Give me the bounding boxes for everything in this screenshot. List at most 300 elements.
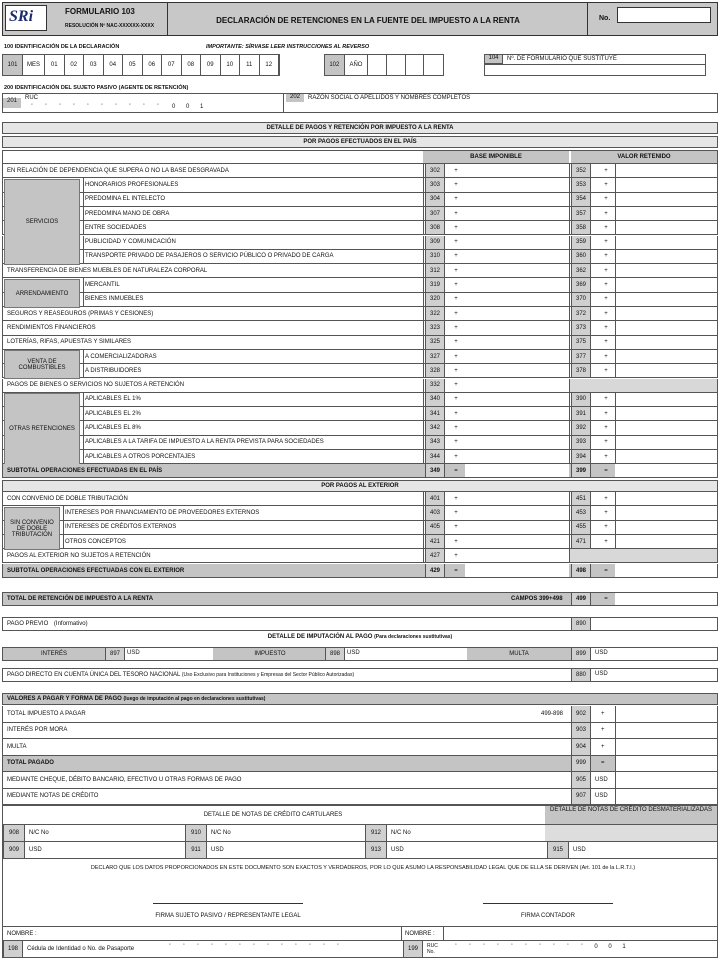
month-11[interactable]: 11 [240,55,260,75]
notas-header-row [2,805,718,825]
base-imponible-field[interactable] [465,450,569,463]
valor-retenido-field[interactable] [615,521,717,534]
valores-label: MULTA [7,743,27,750]
plus-sign: + [604,196,608,203]
valor-retenido-field[interactable] [615,393,717,406]
valor-retenido-field[interactable] [615,492,717,505]
main-title: DECLARACIÓN DE RETENCIONES EN LA FUENTE DEL IMPUESTO A LA RENTA [216,16,520,25]
line-item-row [2,407,718,421]
line-item-row [2,535,718,549]
plus-sign: + [454,253,458,260]
detail-section-title: DETALLE DE PAGOS Y RETENCIÓN POR IMPUESTO A LA RENTA [2,122,718,134]
plus-sign: + [604,253,608,260]
informativo-note: (Informativo) [53,621,88,627]
base-imponible-field[interactable] [465,321,569,334]
cedula-input[interactable]: ' ' ' ' ' ' ' ' ' ' ' ' ' [169,944,339,950]
line-item-row [2,549,718,563]
field-code: 390 [571,393,591,406]
base-imponible-field[interactable] [465,221,569,234]
group-combustibles: VENTA DE COMBUSTIBLES [4,350,80,379]
multa-label: MULTA [467,648,571,660]
id-row: 198 Cédula de Identidad o No. de Pasaporte ' ' ' ' ' ' ' ' ' ' ' ' ' 199 RUC No. ' ' ' ' ' ' ' ' ' ' 0 0 1 [2,941,718,958]
code-399: 399 [571,464,591,477]
base-imponible-field[interactable] [465,379,569,392]
base-imponible-field[interactable] [465,393,569,406]
plus-sign: + [604,396,608,403]
base-imponible-field[interactable] [465,350,569,363]
field-code: 304 [425,193,445,206]
base-imponible-field[interactable] [465,364,569,377]
valores-label: MEDIANTE NOTAS DE CRÉDITO [7,793,99,800]
no-label: No. [599,15,611,22]
field-code: 358 [571,221,591,234]
valor-retenido-field[interactable] [615,436,717,449]
field-code: 905 [571,772,591,788]
cedula-label: Cédula de Identidad o No. de Pasaporte [27,946,135,952]
month-10[interactable]: 10 [221,55,241,75]
line-item-row [2,207,718,221]
line-item-label: APLICABLES EL 2% [85,410,141,417]
field-code: 377 [571,350,591,363]
total-retencion-label: TOTAL DE RETENCIÓN DE IMPUESTO A LA RENTA [7,596,154,602]
valor-retenido-field[interactable] [615,321,717,334]
month-01[interactable]: 01 [45,55,65,75]
field-code: 302 [425,164,445,177]
valores-label: INTERÉS POR MORA [7,727,68,734]
valor-retenido-field[interactable] [615,278,717,291]
plus-sign: + [454,181,458,188]
valor-retenido-field[interactable] [615,450,717,463]
valores-field[interactable] [615,789,717,805]
valores-extra: 499-898 [541,710,564,717]
valores-field[interactable] [615,756,717,772]
field-code: 394 [571,450,591,463]
valores-label: TOTAL IMPUESTO A PAGAR [7,710,86,717]
month-06[interactable]: 06 [143,55,163,75]
plus-sign: + [454,509,458,516]
plus-sign: + [604,495,608,502]
valor-retenido-field[interactable] [615,506,717,519]
valores-field[interactable] [615,739,717,755]
valores-row [2,789,718,806]
field-code: 902 [571,706,591,722]
field-code: 393 [571,436,591,449]
field-code: 903 [571,723,591,739]
line-item-label: TRANSPORTE PRIVADO DE PASAJEROS O SERVICIO PÚBLICO O PRIVADO DE CARGA [85,253,334,260]
imputacion-title: DETALLE DE IMPUTACIÓN AL PAGO (Para declaraciones sustitutivas) [267,634,453,640]
base-imponible-field[interactable] [465,193,569,206]
plus-sign: + [454,524,458,531]
interes-label: INTERÉS [3,648,105,660]
ruc-input[interactable]: ' ' ' ' ' ' ' ' ' ' 0 0 1 [31,104,204,110]
subtotal-ext-row: SUBTOTAL OPERACIONES EFECTUADAS CON EL EXTERIOR 429 = 498 = [2,564,718,578]
base-imponible-field[interactable] [465,264,569,277]
plus-sign: + [604,439,608,446]
line-item-label: APLICABLES A LA TARIFA DE IMPUESTO A LA RENTA PREVISTA PARA SOCIEDADES [85,439,324,446]
base-imponible-header: BASE IMPONIBLE [423,151,569,163]
field-code: 372 [571,307,591,320]
code-890: 890 [571,618,591,630]
ruc-no-label: RUC No. [427,943,438,955]
year-digit-box[interactable] [368,55,387,75]
field-code: 325 [425,336,445,349]
year-digit-box[interactable] [424,55,443,75]
field-code: 323 [425,321,445,334]
nombre-field-right[interactable] [443,927,717,940]
line-item-row [2,236,718,250]
base-imponible-field[interactable] [465,407,569,420]
section-200-label: 200 IDENTIFICACIÓN DEL SUJETO PASIVO (AGENTE DE RETENCIÓN) [4,85,189,91]
plus-sign: + [454,538,458,545]
base-imponible-field[interactable] [465,521,569,534]
field-code: 392 [571,421,591,434]
sri-logo-text: SRi [9,8,34,25]
code-498: 498 [571,564,591,577]
valores-field[interactable] [615,723,717,739]
notas-nc-row: 908 N/C No 910 N/C No 912 N/C No [2,825,718,842]
plus-sign: + [454,324,458,331]
field-code: 405 [425,521,445,534]
plus-sign: + [604,224,608,231]
razon-social-label: RAZÓN SOCIAL O APELLIDOS Y NOMBRES COMPLETOS [308,95,471,101]
valor-retenido-field[interactable] [615,221,717,234]
valor-retenido-field[interactable] [615,178,717,191]
code-102: 102 [325,55,345,75]
field-code: 354 [571,193,591,206]
valor-retenido-field[interactable] [615,336,717,349]
plus-sign: + [454,367,458,374]
pago-previo-field[interactable] [593,618,717,630]
plus-sign: + [604,509,608,516]
form-number-field[interactable] [617,7,711,23]
line-item-row [2,293,718,307]
line-item-row [2,250,718,264]
field-code: 403 [425,506,445,519]
base-imponible-field[interactable] [465,307,569,320]
code-429: 429 [425,564,445,577]
field-code: 352 [571,164,591,177]
line-item-label: RENDIMIENTOS FINANCIEROS [7,324,96,331]
imputacion-row: INTERÉS 897 USD IMPUESTO 898 USD MULTA 899 USD [2,647,718,661]
code-201: 201 [3,98,21,108]
subtotal-pais-valor-field[interactable] [615,464,717,477]
valor-retenido-field[interactable] [615,164,717,177]
nombre-label-right: NOMBRE : [405,930,435,937]
line-item-label: APLICABLES A OTROS PORCENTAJES [85,453,196,460]
field-code: 369 [571,278,591,291]
pago-previo-label: PAGO PREVIO [7,621,49,627]
field-code: 455 [571,521,591,534]
field-code: 327 [425,350,445,363]
field-code: 309 [425,236,445,249]
valor-retenido-field[interactable] [615,250,717,263]
disabled-cell [570,549,717,562]
month-04[interactable]: 04 [104,55,124,75]
plus-sign: + [454,210,458,217]
important-note: IMPORTANTE: SÍRVASE LEER INSTRUCCIONES AL REVERSO [206,44,370,50]
disabled-cell [570,379,717,392]
month-selector [2,54,280,76]
base-imponible-field[interactable] [465,421,569,434]
month-12[interactable]: 12 [260,55,280,75]
plus-sign: + [454,239,458,246]
plus-sign: + [604,310,608,317]
base-imponible-field[interactable] [465,236,569,249]
plus-sign: + [604,453,608,460]
plus-sign: + [454,552,458,559]
valores-title: VALORES A PAGAR Y FORMA DE PAGO [7,696,122,702]
field-code: 373 [571,321,591,334]
line-item-row [2,436,718,450]
plus-sign: + [604,296,608,303]
substitute-form-field[interactable] [484,54,706,76]
line-item-row [2,278,718,292]
valores-symbol: USD [595,793,608,800]
code-899: 899 [571,648,591,660]
pago-directo-row: PAGO DIRECTO EN CUENTA ÚNICA DEL TESORO NACIONAL (Uso Exclusivo para Instituciones y Empresas del Sector Público Autorizadas) 880 USD [2,668,718,682]
valores-title-row: VALORES A PAGAR Y FORMA DE PAGO (luego de imputación al pago en declaraciones sustitutivas) [2,693,718,705]
month-07[interactable]: 07 [162,55,182,75]
base-imponible-field[interactable] [465,278,569,291]
line-item-label: EN RELACIÓN DE DEPENDENCIA QUE SUPERA O NO LA BASE DESGRAVADA [7,167,229,174]
valor-retenido-field[interactable] [615,307,717,320]
code-897: 897 [105,648,125,660]
plus-sign: + [604,353,608,360]
subtotal-pais-label: SUBTOTAL OPERACIONES EFECTUADAS EN EL PAÍS [7,467,163,474]
line-item-row [2,393,718,407]
line-item-label: OTROS CONCEPTOS [65,538,126,545]
valor-retenido-header: VALOR RETENIDO [571,151,717,163]
field-code: 341 [425,407,445,420]
pais-section-title: POR PAGOS EFECTUADOS EN EL PAÍS [2,136,718,148]
field-code: 451 [571,492,591,505]
group-sin-convenio: SIN CONVENIO DE DOBLE TRIBUTACIÓN [4,507,60,550]
field-code: 310 [425,250,445,263]
declaration-text: DECLARO QUE LOS DATOS PROPORCIONADOS EN ESTE DOCUMENTO SON EXACTOS Y VERDADEROS, POR LO QUE ASUMO LA RESPONSABILIDAD LEGAL QUE DE ELLA SE DERIVEN (Art. 101 de la L.R.T.I.) [90,865,636,871]
impuesto-label: IMPUESTO [213,648,327,660]
base-imponible-field[interactable] [465,506,569,519]
campos-note: CAMPOS 399+498 [511,596,563,602]
firma-contador-label: FIRMA CONTADOR [521,913,575,919]
line-item-label: ENTRE SOCIEDADES [85,224,147,231]
field-code: 360 [571,250,591,263]
taxpayer-id-row [2,93,718,113]
valor-retenido-field[interactable] [615,264,717,277]
exterior-section-title: POR PAGOS AL EXTERIOR [2,480,718,492]
section-100-label: 100 IDENTIFICACIÓN DE LA DECLARACIÓN [4,44,120,50]
nombre-row [2,927,718,941]
valores-field[interactable] [615,706,717,722]
valores-row [2,723,718,740]
plus-sign: + [454,453,458,460]
resolution-number: RESOLUCIÓN Nº NAC-XXXXXX-XXXX [65,23,155,29]
line-item-label: A DISTRIBUIDORES [85,367,142,374]
plus-sign: + [604,538,608,545]
notas-usd-row: 909 USD 911 USD 913 USD 915 USD [2,842,718,859]
base-imponible-field[interactable] [465,336,569,349]
valor-retenido-field[interactable] [615,350,717,363]
nombre-field-left[interactable] [39,927,401,940]
field-code: 322 [425,307,445,320]
field-code: 319 [425,278,445,291]
field-code: 353 [571,178,591,191]
line-item-row [2,193,718,207]
plus-sign: + [454,282,458,289]
subtotal-ext-label: SUBTOTAL OPERACIONES EFECTUADAS CON EL EXTERIOR [7,567,185,574]
mes-label: MES [23,55,45,75]
plus-sign: + [604,267,608,274]
field-code: 308 [425,221,445,234]
valor-retenido-field[interactable] [615,421,717,434]
plus-sign: + [454,396,458,403]
plus-sign: + [454,382,458,389]
plus-sign: + [454,425,458,432]
valor-retenido-field[interactable] [615,193,717,206]
code-104: 104 [485,55,503,64]
field-code: 421 [425,535,445,548]
valores-row [2,706,718,723]
field-code: 471 [571,535,591,548]
subtotal-pais-base-field[interactable] [465,464,569,477]
line-item-label: PAGOS DE BIENES O SERVICIOS NO SUJETOS A RETENCIÓN [7,382,185,389]
base-imponible-field[interactable] [465,549,569,562]
line-item-label: LOTERÍAS, RIFAS, APUESTAS Y SIMILARES [7,339,132,346]
line-item-row [2,321,718,335]
code-898: 898 [325,648,345,660]
ruc-label: RUC [25,95,38,101]
line-item-label: TRANSFERENCIA DE BIENES MUEBLES DE NATURALEZA CORPORAL [7,267,208,274]
base-imponible-field[interactable] [465,535,569,548]
base-imponible-field[interactable] [465,436,569,449]
field-code: 312 [425,264,445,277]
field-code: 362 [571,264,591,277]
plus-sign: + [454,296,458,303]
subtotal-ext-base-field[interactable] [465,564,569,577]
total-retencion-field[interactable] [615,593,717,605]
plus-sign: + [604,367,608,374]
line-item-row [2,379,718,393]
base-imponible-field[interactable] [465,178,569,191]
year-digit-box[interactable] [387,55,406,75]
anio-label: AÑO [345,55,369,75]
subtotal-ext-valor-field[interactable] [615,564,717,577]
plus-sign: + [604,324,608,331]
valor-retenido-field[interactable] [615,207,717,220]
valores-symbol: + [601,710,605,717]
group-servicios: SERVICIOS [4,179,80,265]
line-item-label: CON CONVENIO DE DOBLE TRIBUTACIÓN [7,495,128,502]
pago-directo-note: (Uso Exclusivo para Instituciones y Empresas del Sector Público Autorizadas) [181,672,355,678]
line-item-label: PREDOMINA MANO DE OBRA [85,210,170,217]
line-item-label: PREDOMINA EL INTELECTO [85,196,166,203]
valores-row [2,739,718,756]
notas-cartulares-title: DETALLE DE NOTAS DE CRÉDITO CARTULARES [203,812,343,818]
line-item-row [2,506,718,520]
valor-retenido-field[interactable] [615,535,717,548]
code-101: 101 [3,55,23,75]
base-imponible-field[interactable] [465,250,569,263]
line-item-label: PAGOS AL EXTERIOR NO SUJETOS A RETENCIÓN [7,552,151,559]
line-item-label: A COMERCIALIZADORAS [85,353,157,360]
line-item-label: INTERESES POR FINANCIAMIENTO DE PROVEEDORES EXTERNOS [65,509,260,516]
plus-sign: + [454,339,458,346]
field-code: 357 [571,207,591,220]
month-02[interactable]: 02 [65,55,85,75]
field-code: 427 [425,549,445,562]
valor-retenido-field[interactable] [615,407,717,420]
line-item-row [2,450,718,464]
month-03[interactable]: 03 [84,55,104,75]
contador-ruc-input[interactable]: ' ' ' ' ' ' ' ' ' ' 0 0 1 [455,944,626,950]
field-code: 342 [425,421,445,434]
field-code: 343 [425,436,445,449]
field-code: 303 [425,178,445,191]
plus-sign: + [454,167,458,174]
pago-previo-row [2,617,718,631]
total-retencion-row: TOTAL DE RETENCIÓN DE IMPUESTO A LA RENTA CAMPOS 399+498 499 = [2,592,718,606]
plus-sign: + [604,339,608,346]
plus-sign: + [454,353,458,360]
base-imponible-field[interactable] [465,164,569,177]
plus-sign: + [604,181,608,188]
year-digit-box[interactable] [406,55,425,75]
line-item-label: PUBLICIDAD Y COMUNICACIÓN [85,239,176,246]
line-item-row [2,307,718,321]
valores-field[interactable] [615,772,717,788]
field-code: 359 [571,236,591,249]
field-code: 332 [425,379,445,392]
line-item-row [2,164,718,178]
plus-sign: + [604,524,608,531]
plus-sign: + [604,410,608,417]
field-code: 307 [425,207,445,220]
plus-sign: + [604,239,608,246]
code-880: 880 [571,669,591,681]
line-item-label: HONORARIOS PROFESIONALES [85,181,179,188]
field-code: 904 [571,739,591,755]
code-202: 202 [286,94,304,102]
code-499: 499 [571,593,591,605]
line-item-label: APLICABLES EL 1% [85,396,141,403]
base-imponible-field[interactable] [465,293,569,306]
month-09[interactable]: 09 [201,55,221,75]
plus-sign: + [604,167,608,174]
valor-retenido-field[interactable] [615,293,717,306]
line-item-row [2,521,718,535]
valor-retenido-field[interactable] [615,236,717,249]
form-header [2,2,718,36]
field-code: 453 [571,506,591,519]
valores-symbol: USD [595,776,608,783]
valor-retenido-field[interactable] [615,364,717,377]
line-item-label: SEGUROS Y REASEGUROS (PRIMAS Y CESIONES) [7,310,154,317]
month-05[interactable]: 05 [123,55,143,75]
month-08[interactable]: 08 [182,55,202,75]
line-item-row [2,221,718,235]
plus-sign: + [454,267,458,274]
line-item-label: MERCANTIL [85,282,120,289]
base-imponible-field[interactable] [465,492,569,505]
subtotal-pais-row: SUBTOTAL OPERACIONES EFECTUADAS EN EL PAÍS 349 = 399 = [2,464,718,478]
plus-sign: + [454,495,458,502]
field-code: 907 [571,789,591,805]
form-title: FORMULARIO 103 [65,7,135,16]
plus-sign: + [604,282,608,289]
code-349: 349 [425,464,445,477]
line-item-row [2,421,718,435]
valores-symbol: = [601,760,605,767]
base-imponible-field[interactable] [465,207,569,220]
